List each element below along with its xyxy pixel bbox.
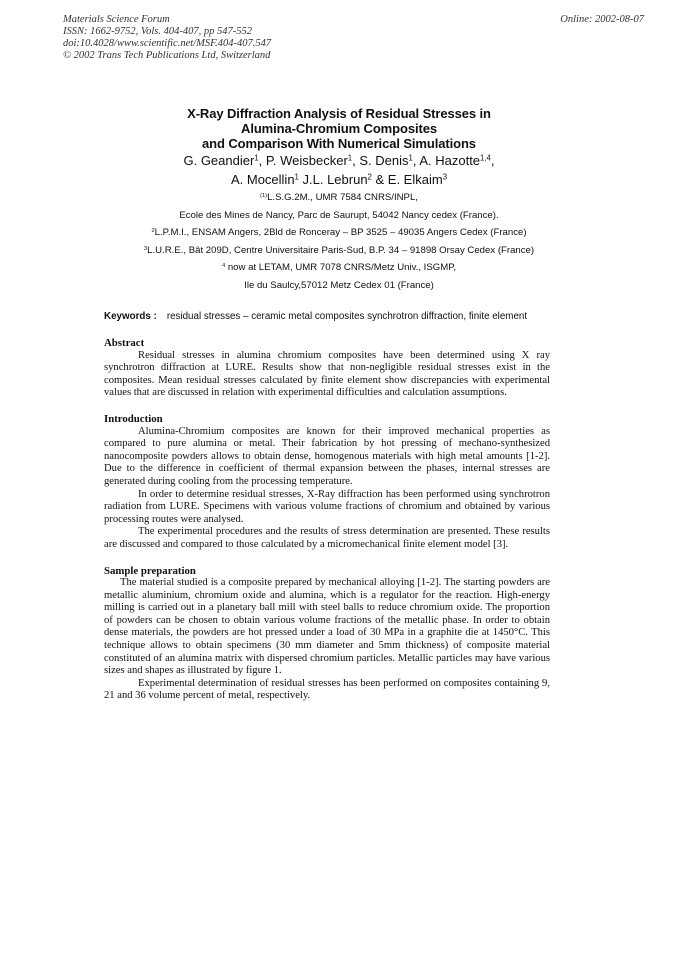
introduction-paragraph-3: The experimental procedures and the results of stress determination are presented. These results are discussed and compared to those calculated by a micromechanical finite element model [3]. [104, 526, 550, 550]
affiliation-marker: (1) [260, 192, 268, 199]
author-affil: 2 [367, 172, 372, 182]
affiliation-3 [104, 242, 574, 260]
sample-preparation-heading: Sample preparation [104, 564, 196, 577]
keywords-label: Keywords : [104, 311, 157, 322]
author: G. Geandier [183, 153, 255, 168]
affiliation-text: L.U.R.E., Bât 209D, Centre Universitaire Paris-Sud, B.P. 34 – 91898 Orsay Cedex (France) [147, 244, 535, 256]
affiliation-4b: Ile du Saulcy,57012 Metz Cedex 01 (France) [244, 279, 434, 291]
paper-body [104, 337, 550, 703]
sample-paragraph-1: The material studied is a composite prepared by mechanical alloying [1-2]. The starting powders are metallic aluminium, chromium oxide and alumina, which is a regulator for the reaction. High-energy milling is carried out in a planetary ball mill with steel balls to reduce chromium oxide. The proportion of powders can be chosen to obtain various volume fractions of the metallic phase. In order to obtain dense materials, the powders are hot pressed under a load of 30 MPa in a graphite die at 1450°C. This technique allows to obtain specimens (30 mm diameter and 5mm thickness) of composite material constituted of an alumina matrix with dispersed chromium particles. Metallic particles may have various sizes and shapes as illustrated by figure 1. [104, 577, 550, 677]
introduction-heading: Introduction [104, 412, 163, 425]
authors-line-2 [104, 171, 574, 189]
introduction-paragraph-1: Alumina-Chromium composites are known for their improved mechanical properties as compared to pure alumina or metal. Their fabrication by hot pressing of mechano-synthesized nanocomposite powders allows to obtain dense, homogenous materials with high metal amounts [1-2]. Due to the difference in coefficient of thermal expansion between the phases, internal stresses are generated during cooling from the processing temperature. [104, 425, 550, 487]
affiliation-1b: Ecole des Mines de Nancy, Parc de Saurupt, 54042 Nancy cedex (France). [179, 209, 499, 221]
doi-line: doi:10.4028/www.scientific.net/MSF.404-407.547 [63, 38, 272, 49]
author-separator: , [490, 153, 495, 168]
journal-header [63, 14, 271, 62]
author-affil: 1 [408, 153, 413, 163]
affiliation-marker: 4 [221, 262, 226, 269]
author-affil: 1 [347, 153, 353, 163]
affiliation-text: now at LETAM, UMR 7078 CNRS/Metz Univ., ISGMP, [225, 262, 457, 273]
abstract-text: Residual stresses in alumina chromium composites have been determined using X ray synchrotron diffraction at LURE. Results show that non-negligible residual stresses exist in the composites. Mean residual stresses calculated by finite element show discrepancies with experimental values that are discussed in relation with experimental difficulties and calculation assumptions. [104, 349, 550, 399]
copyright-line: © 2002 Trans Tech Publications Ltd, Switzerland [63, 50, 271, 61]
keywords-line [104, 311, 527, 322]
author: , P. Weisbecker [258, 153, 348, 168]
author-affil: 1 [294, 172, 299, 182]
affiliation-2 [104, 224, 574, 242]
author: J.L. Lebrun [298, 172, 368, 187]
online-date: Online: 2002-08-07 [560, 14, 644, 25]
introduction-paragraph-2: In order to determine residual stresses, X-Ray diffraction has been performed using synchrotron radiation from LURE. Specimens with various volume fractions of chromium and obtained by various processing routes were analysed. [104, 488, 550, 525]
sample-paragraph-2: Experimental determination of residual stresses has been performed on composites containing 9, 21 and 36 volume percent of metal, respectively. [104, 677, 550, 702]
author-affil: 1,4 [480, 153, 491, 163]
author: , S. Denis [352, 153, 409, 168]
author-affil: 3 [442, 172, 448, 182]
author: & E. Elkaim [371, 172, 443, 187]
affiliation-1 [104, 189, 574, 207]
affiliation-text: L.P.M.I., ENSAM Angers, 2Bld de Ronceray – BP 3525 – 49035 Angers Cedex (France) [154, 227, 527, 238]
affiliation-text: L.S.G.2M., UMR 7584 CNRS/INPL, [267, 192, 418, 203]
author: A. Mocellin [230, 172, 295, 187]
abstract-heading: Abstract [104, 337, 145, 349]
author: , A. Hazotte [412, 153, 481, 168]
title-block [104, 106, 574, 294]
keywords-text: residual stresses – ceramic metal composites synchrotron diffraction, finite element [166, 311, 528, 322]
affiliation-4 [104, 259, 574, 277]
author-affil: 1 [254, 153, 259, 163]
paper-title-line-3: and Comparison With Numerical Simulations [202, 136, 476, 151]
paper-title-line-1: X-Ray Diffraction Analysis of Residual Stresses in [187, 106, 491, 121]
journal-name: Materials Science Forum [63, 14, 170, 25]
issn-line: ISSN: 1662-9752, Vols. 404-407, pp 547-552 [63, 26, 252, 37]
authors-line-1 [104, 152, 574, 170]
paper-title-line-2: Alumina-Chromium Composites [241, 121, 437, 136]
affiliation-marker: 2 [151, 227, 155, 234]
affiliation-marker: 3 [143, 245, 148, 252]
